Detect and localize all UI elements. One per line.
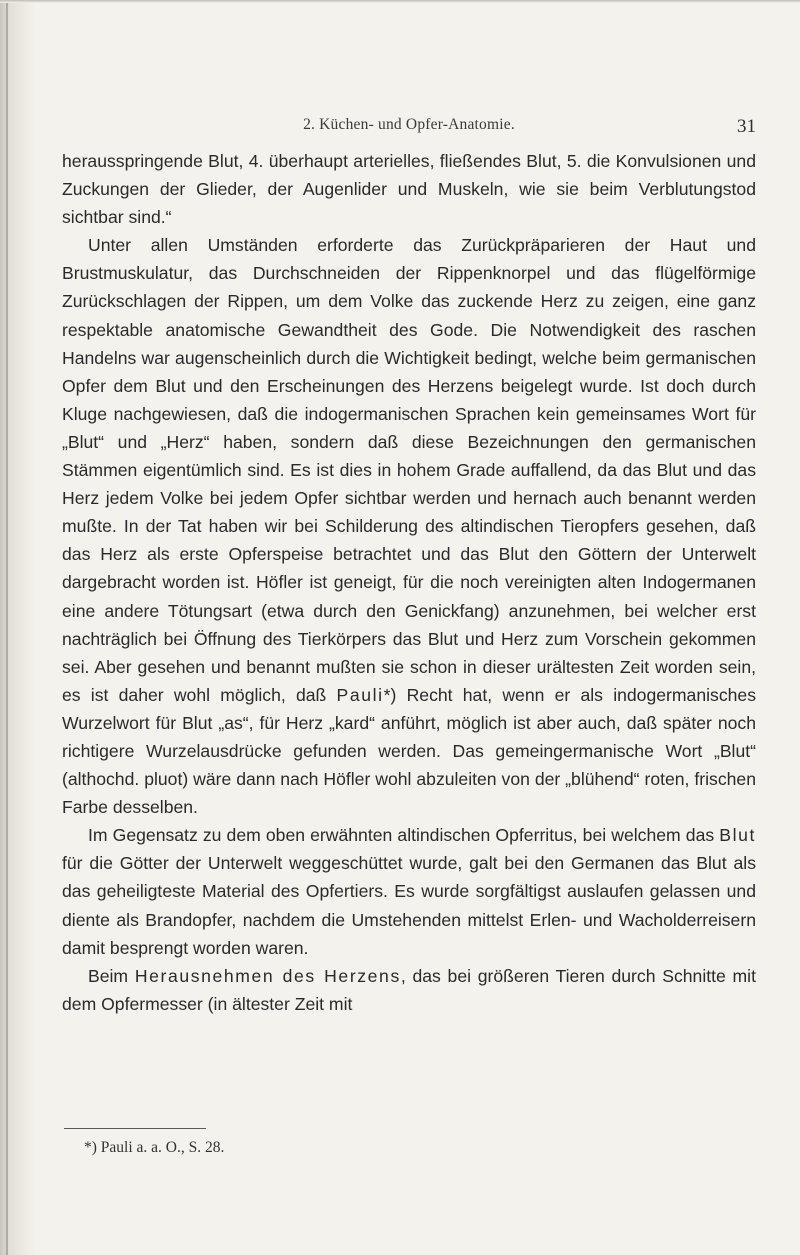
paragraph-4-part-a: Beim [88,965,135,986]
binding-edge-line [6,0,8,1255]
paragraph-2-part-b: *) Recht hat, wenn er als indogermanisches Wurzelwort für Blut „as“, für Herz „kard“ anführt, möglich ist aber auch, daß später noch richtigere Wurzelausdrücke gefunden werden. Das gemeingermanische Wort „Blut“ (althochd. pluot) wäre dann nach Höfler wohl abzuleiten von der „blühend“ roten, frischen Farbe desselben. [62,684,756,818]
paragraph-3-part-a: Im Gegensatz zu dem oben erwähnten altindischen Opferritus, bei welchem das [88,825,720,846]
top-page-edge [0,0,800,3]
spaced-word-blut: Blut [719,825,756,846]
running-head: 2. Küchen- und Opfer-Anatomie. [303,116,515,133]
spaced-heading-phrase: Herausnehmen des Herzens [134,965,401,986]
paragraph-3-part-b: für die Götter der Unterwelt weggeschüttet wurde, galt bei den Germanen das Blut als das geheiligteste Material des Opfertiers. Es wurde sorgfältigst auslaufen gelassen und diente als Brandopfer, nachdem die Umstehenden mittelst Erlen- und Wacholderreisern damit besprengt worden waren. [62,853,756,958]
paragraph-1: herausspringende Blut, 4. überhaupt arterielles, fließendes Blut, 5. die Konvulsionen und Zuckungen der Glieder, der Augenlider und Muskeln, wie sie beim Verblutungstod sichtbar sind.“ [62,151,756,228]
paragraph-4-part-b: , das bei größeren Tieren durch Schnitte mit dem Opfermesser (in ältester Zeit mit [62,965,756,1014]
spaced-name-pauli: Pauli [336,684,384,705]
paragraph-2 [62,231,756,821]
footnote: *) Pauli a. a. O., S. 28. [84,1139,225,1156]
body-text [62,147,756,1018]
paragraph-2-part-a: Unter allen Umständen erforderte das Zurückpräparieren der Haut und Brustmuskulatur, das Durchschneiden der Rippenknorpel und das flügelförmige Zurückschlagen der Rippen, um dem Volke das zuckende Herz zu zeigen, eine ganz respektable anatomische Gewandtheit des Gode. Die Notwendigkeit des raschen Handelns war augenscheinlich durch die Wichtigkeit bedingt, welche beim germanischen Opfer dem Blut und den Erscheinungen des Herzens beigelegt wurde. Ist doch durch Kluge nachgewiesen, daß die indogermanischen Sprachen kein gemeinsames Wort für „Blut“ und „Herz“ haben, sondern daß diese Bezeichnungen den germanischen Stämmen eigentümlich sind. Es ist dies in hohem Grade auffallend, da das Blut und das Herz jedem Volke bei jedem Opfer sichtbar werden und hernach auch benannt werden mußte. In der Tat haben wir bei Schilderung des altindischen Tieropfers gesehen, daß das Herz als erste Opferspeise betrachtet und das Blut den Göttern der Unterwelt dargebracht worden ist. Höfler ist geneigt, für die noch vereinigten alten Indogermanen eine andere Tötungsart (etwa durch den Genickfang) anzunehmen, bei welcher erst nachträglich bei Öffnung des Tierkörpers das Blut und Herz zum Vorschein gekommen sei. Aber gesehen und benannt mußten sie schon in dieser urältesten Zeit worden sein, es ist daher wohl möglich, daß [62,235,756,705]
paragraph-4 [62,962,756,1018]
page-number: 31 [737,116,756,137]
paragraph-3 [62,821,756,961]
page-header [62,116,756,138]
footnote-rule [64,1128,206,1129]
